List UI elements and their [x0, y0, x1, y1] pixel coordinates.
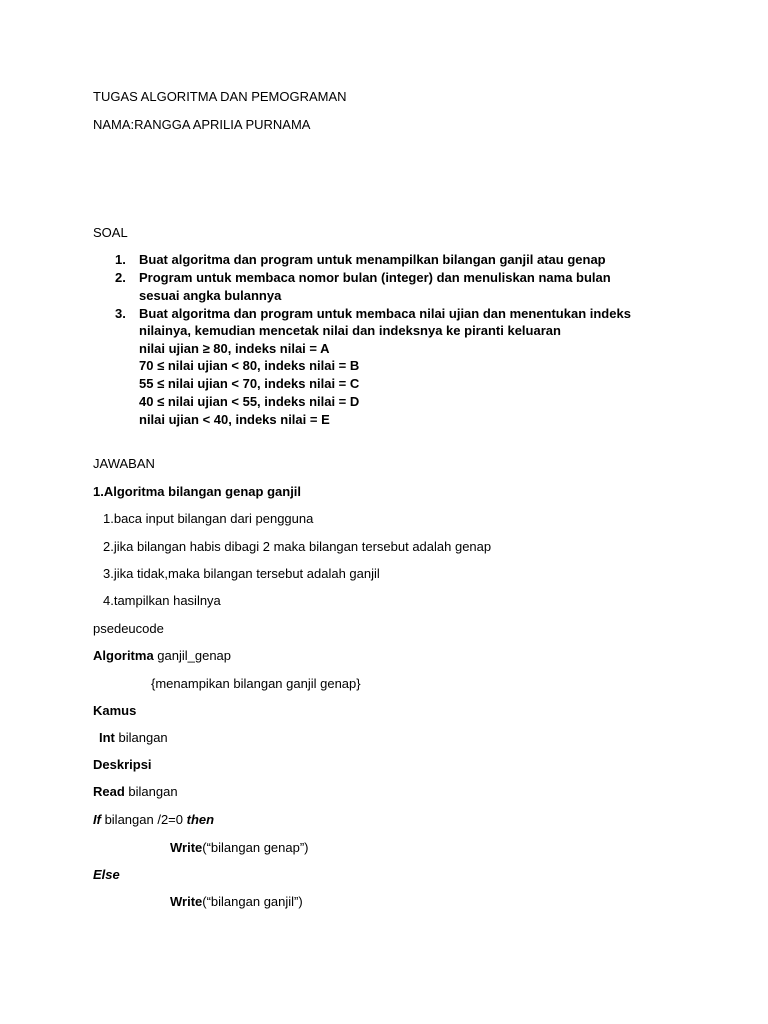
algorithm-step: 4.tampilkan hasilnya [103, 593, 221, 608]
soal-item-line: 70 ≤ nilai ujian < 80, indeks nilai = B [139, 358, 360, 373]
write-argument: (“bilangan genap”) [202, 840, 309, 855]
soal-number: 3. [115, 306, 126, 321]
soal-item-line: Buat algoritma dan program untuk menampilkan bilangan ganjil atau genap [139, 252, 606, 267]
code-algoritma-line [93, 647, 231, 664]
keyword-int: Int [99, 730, 115, 745]
soal-item-line: Program untuk membaca nomor bulan (integer) dan menuliskan nama bulan [139, 270, 611, 285]
write-argument: (“bilangan ganjil”) [202, 894, 303, 909]
soal-item-line: 55 ≤ nilai ujian < 70, indeks nilai = C [139, 376, 360, 391]
keyword-then: then [186, 812, 215, 827]
variable-name: bilangan [124, 784, 178, 799]
algorithm-step: 2.jika bilangan habis dibagi 2 maka bilangan tersebut adalah genap [103, 539, 492, 554]
soal-item-line: nilai ujian ≥ 80, indeks nilai = A [139, 341, 330, 356]
keyword-kamus: Kamus [93, 703, 137, 718]
code-if-line [93, 811, 214, 828]
code-comment: {menampikan bilangan ganjil genap} [151, 676, 361, 691]
code-write-genap-line [170, 839, 309, 856]
keyword-else: Else [93, 867, 120, 882]
jawaban-heading: JAWABAN [93, 456, 155, 471]
soal-number: 1. [115, 252, 126, 267]
pseudocode-label: psedeucode [93, 621, 164, 636]
variable-name: bilangan [114, 730, 168, 745]
soal-heading: SOAL [93, 225, 128, 240]
keyword-write: Write [170, 840, 203, 855]
soal-item-line: Buat algoritma dan program untuk membaca nilai ujian dan menentukan indeks [139, 306, 631, 321]
code-read-line [93, 783, 178, 800]
algorithm-name: ganjil_genap [153, 648, 232, 663]
algorithm-step: 3.jika tidak,maka bilangan tersebut adalah ganjil [103, 566, 380, 581]
keyword-read: Read [93, 784, 125, 799]
soal-item-line: nilainya, kemudian mencetak nilai dan indeksnya ke piranti keluaran [139, 323, 561, 338]
soal-item-line: nilai ujian < 40, indeks nilai = E [139, 412, 330, 427]
soal-number: 2. [115, 270, 126, 285]
algorithm-step: 1.baca input bilangan dari pengguna [103, 511, 314, 526]
code-write-ganjil-line [170, 893, 303, 910]
keyword-write: Write [170, 894, 203, 909]
doc-title: TUGAS ALGORITMA DAN PEMOGRAMAN [93, 89, 347, 104]
soal-item-line: 40 ≤ nilai ujian < 55, indeks nilai = D [139, 394, 360, 409]
keyword-deskripsi: Deskripsi [93, 757, 152, 772]
keyword-algoritma: Algoritma [93, 648, 154, 663]
code-declaration-line [99, 729, 168, 746]
jawaban-subheading: 1.Algoritma bilangan genap ganjil [93, 484, 302, 499]
student-name: NAMA:RANGGA APRILIA PURNAMA [93, 117, 311, 132]
if-condition: bilangan /2=0 [100, 812, 187, 827]
soal-item-line: sesuai angka bulannya [139, 288, 282, 303]
keyword-if: If [93, 812, 101, 827]
